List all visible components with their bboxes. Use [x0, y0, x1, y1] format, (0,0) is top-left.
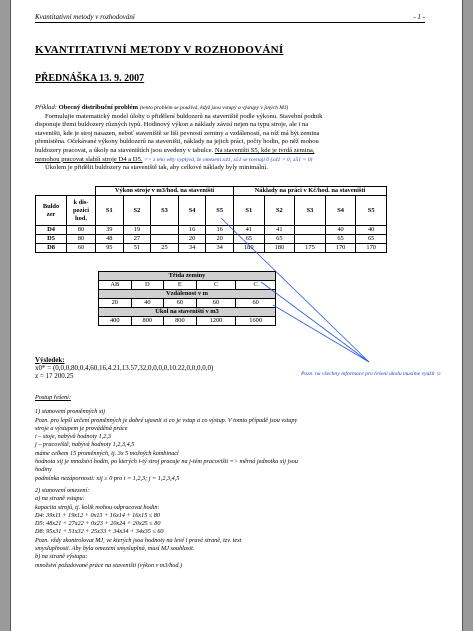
cell: 19	[123, 226, 151, 235]
soil-cell: E	[164, 281, 197, 290]
cell: 65	[264, 235, 295, 244]
task-cell: 1600	[236, 317, 276, 326]
soil-cell: AB	[99, 281, 132, 290]
document-title: KVANTITATIVNÍ METODY V ROZHODOVÁNÍ	[35, 44, 284, 56]
distance-cell: 40	[131, 299, 164, 308]
header-title: Kvantitativní metody v rozhodování	[35, 13, 135, 21]
result-block	[35, 356, 213, 380]
cell: 39	[96, 226, 124, 235]
cell: 27	[123, 235, 151, 244]
soil-cell: C	[236, 281, 276, 290]
solution-line: smysluplnosti. Aby byla omezení smysluplná, musí MJ souhlasit.	[35, 545, 195, 553]
col-header: S3	[295, 196, 326, 226]
result-x: x0* = (0,0,0,80,0,4,60,16,4.21,13.57,32,0,0,0,0,10.22,0,0,0,0,0)	[35, 364, 214, 372]
row-name: D4	[36, 226, 67, 235]
example-blue-note: => z této věty vyplývá, že omezení x41, x51 se rovnají 0 (x41 = 0; x51 = 0)	[144, 156, 313, 163]
task-cell: 800	[164, 317, 197, 326]
solution-line: j – pracoviště, nabývá hodnoty 1,2,3,4,5	[35, 441, 135, 449]
arrow-line	[261, 282, 369, 362]
distance-cell: 60	[236, 299, 276, 308]
example-line-1: Formulujte matematický model úlohy o přidělení buldozerů na staveniště podle výkonu. Stavební podnik	[45, 112, 323, 120]
solution-title: Postup řešení:	[35, 394, 71, 401]
cell: 16	[178, 226, 206, 235]
cell: 41	[264, 226, 295, 235]
example-underlined: Na staveništi S5, kde je tvrdá zemina,	[214, 146, 315, 154]
solution-line: hodnota xij je množství hodin, po kterých i-tý stroj pracuje na j-tém pracovišti => měrná jednotka xij jsou	[35, 458, 298, 466]
soil-cell: C	[196, 281, 236, 290]
cost-group-header: Náklady na práci v Kč/hod. na staveništi	[233, 187, 386, 196]
cell: 51	[123, 244, 151, 253]
solution-line: Pozn. pro lepší určení proměnných je dobré ujasnit si co je vstup a co výstup. V tomto případě jsou vstupy	[35, 416, 298, 424]
example-line-5: buldozery pracovat, a úkoly na staveništích jsou uvedeny v tabulce.	[35, 146, 214, 154]
distance-cell: 20	[99, 299, 132, 308]
col-available-hours: k dis- pozici hod.	[67, 196, 96, 226]
col-header: S1	[233, 196, 264, 226]
task-cell: 400	[99, 317, 132, 326]
document-page	[10, 0, 463, 631]
col-bulldozer: Buldo zer	[36, 196, 67, 226]
cell: 60	[67, 244, 96, 253]
result-label: Výsledek:	[35, 356, 65, 364]
example-line-2: disponuje třemi buldozery různých typů. Hodinový výkon a náklady závisí nejen na typu stroje, ale i na	[35, 121, 309, 129]
example-line-4: přemístěna. Očekávané výkony buldozerů na staveništi, náklady na jejich práci, počty hodin, po něž mohou	[35, 138, 319, 146]
solution-line: D4: 39x11 + 19x12 + 0x13 + 16x14 + 16x15 ≤ 80	[35, 511, 160, 519]
cell: 34	[178, 244, 206, 253]
solution-line: D5: 48x21 + 27x22 + 0x23 + 20x24 + 20x25 ≤ 80	[35, 520, 161, 528]
col-header: S2	[264, 196, 295, 226]
cell: 34	[206, 244, 234, 253]
example-line-3: staveništi, kde je stroj nasazen, neboť staveniště se liší pevností zeminy a vzdáleností, na níž má být zemina	[35, 129, 320, 137]
solution-line: množství požadované práce na staveništi (výkon v m3/hod.)	[35, 561, 183, 569]
col-header: S4	[178, 196, 206, 226]
solution-line: 1) stanovení proměnných xij	[35, 408, 106, 416]
solution-line: 2) stanovení omezení:	[35, 486, 90, 494]
cell: 80	[67, 226, 96, 235]
performance-group-header: Výkon stroje v m3/hod. na staveništi	[96, 187, 234, 196]
row-name: D8	[36, 244, 67, 253]
solution-section	[35, 394, 427, 570]
task-cell: 800	[131, 317, 164, 326]
col-header: S2	[123, 196, 151, 226]
solution-line: kapacita strojů, tj. kolik mohou odpracovat hodin:	[35, 503, 160, 511]
solution-line: stroje a výstupem je prováděná práce	[35, 424, 128, 432]
cell: 20	[206, 235, 234, 244]
solution-line: b) na straně výstupu:	[35, 553, 88, 561]
page-number: - 1 -	[413, 13, 425, 21]
col-header: S5	[206, 196, 234, 226]
cell: 180	[233, 244, 264, 253]
col-header: S4	[325, 196, 356, 226]
lecture-heading: PŘEDNÁŠKA 13. 9. 2007	[35, 73, 145, 84]
distance-cell: 60	[164, 299, 197, 308]
solution-line: podmínka nezápornosti: xij ≥ 0 pro i = 1,2,3; j = 1,2,3,4,5	[35, 474, 180, 482]
cell: 65	[233, 235, 264, 244]
cell: 95	[96, 244, 124, 253]
task-title: Úkol na staveništi v m3	[99, 308, 276, 317]
cell: 170	[356, 244, 387, 253]
col-header: S1	[96, 196, 124, 226]
col-header: S3	[151, 196, 179, 226]
cell: 170	[325, 244, 356, 253]
cell: 25	[151, 244, 179, 253]
task-cell: 1200	[196, 317, 236, 326]
arrow-line	[273, 305, 369, 362]
example-name: Obecný distribuční problém	[58, 104, 139, 111]
cell: 20	[178, 235, 206, 244]
cell: 48	[96, 235, 124, 244]
cell: 40	[356, 226, 387, 235]
solution-line: D8: 95x31 + 51x32 + 25x33 + 34x34 + 34x35 ≤ 60	[35, 528, 164, 536]
solution-line: máme celkem 15 proměnných, tj. 3x 5 možných kombinací	[35, 449, 179, 457]
cell: 80	[67, 235, 96, 244]
cell: 41	[233, 226, 264, 235]
solution-line: a) na straně vstupu:	[35, 495, 85, 503]
soil-title: Třída zeminy	[99, 272, 276, 281]
result-z: z = 17 200.25	[35, 372, 74, 380]
soil-cell: D	[131, 281, 164, 290]
solution-line: hodiny	[35, 466, 52, 474]
distance-title: Vzdálenost v m	[99, 290, 276, 299]
col-header: S5	[356, 196, 387, 226]
info-note: Pozn. na všechny informace pro řešení úkolu musíme využít ☺	[301, 371, 442, 377]
arrow-line	[221, 218, 369, 362]
example-line-6: nemohou pracovat slabší stroje D4 a D5.	[35, 155, 143, 163]
solution-line: i – stoje, nabývá hodnoty 1,2,3	[35, 433, 111, 441]
cell: 40	[325, 226, 356, 235]
cell: 65	[325, 235, 356, 244]
cell: 65	[356, 235, 387, 244]
row-name: D5	[36, 235, 67, 244]
example-label: Příklad:	[35, 104, 57, 111]
solution-line: Pozn. vždy zkontrolovat MJ, ve kterých jsou hodnoty na levé i pravé straně, tzv. test	[35, 536, 242, 544]
cell: 16	[206, 226, 234, 235]
cell: 175	[295, 244, 326, 253]
cell: 180	[264, 244, 295, 253]
distance-cell: 60	[196, 299, 236, 308]
example-last-line: Úkolem je přidělit buldozery na staveniště tak, aby celkové náklady byly minimální.	[45, 164, 268, 172]
example-note: (tento problém se používá, když jsou vstupy a výstupy v jiných MJ)	[139, 105, 289, 111]
